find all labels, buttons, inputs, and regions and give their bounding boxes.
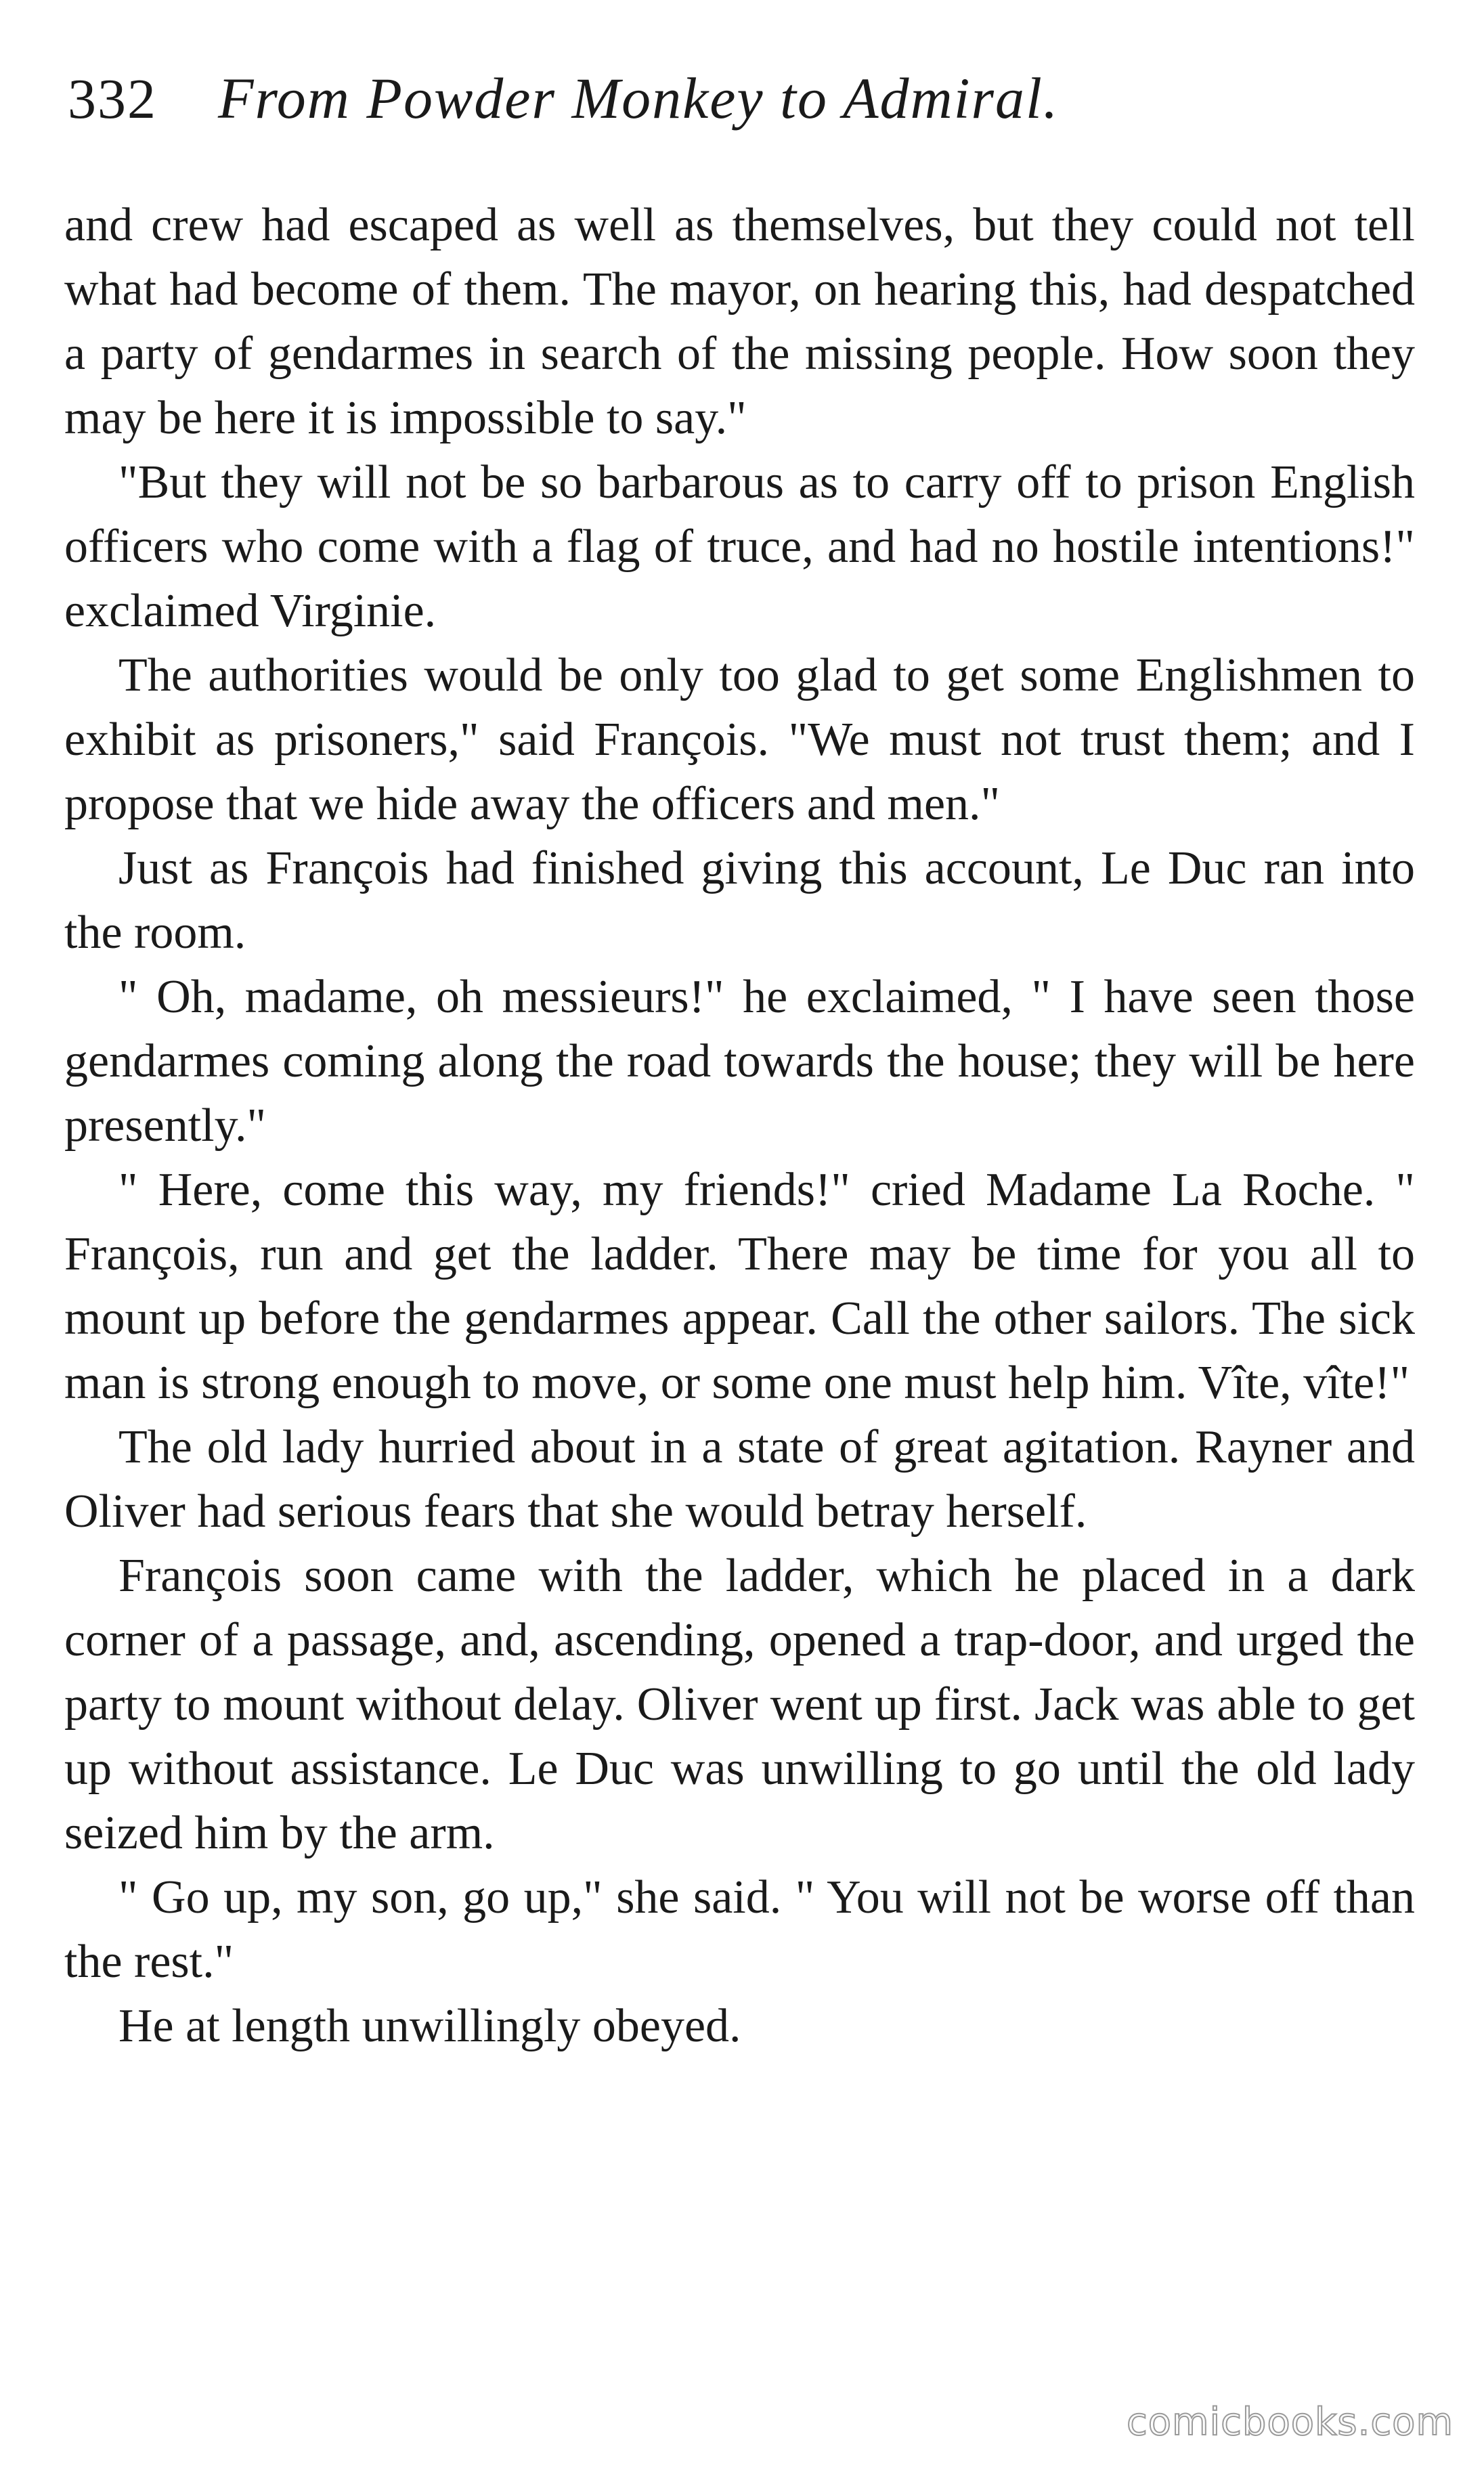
paragraph: He at length unwillingly obeyed. <box>118 2000 741 2052</box>
paragraph: " Here, come this way, my friends!" cried Madame La Roche. " François, run and get the ladder. There may be time for you all to mount up before the gendarmes appear. Call the other sailors. The sick man is strong enough to move, or some one must help him. Vîte, vîte!" <box>64 1164 1415 1409</box>
page-number: 332 <box>68 68 157 131</box>
paragraph: " Oh, madame, oh messieurs!" he exclaimed, " I have seen those gendarmes coming along the road towards the house; they will be here presently." <box>64 971 1415 1152</box>
paragraph: "But they will not be so barbarous as to carry off to prison English officers who come with a flag of truce, and had no hostile intentions!" exclaimed Virginie. <box>64 456 1415 637</box>
page-header <box>68 64 1415 146</box>
paragraph: and crew had escaped as well as themselves, but they could not tell what had become of them. The mayor, on hearing this, had despatched a party of gendarmes in search of the missing people. How soon they may be here it is impossible to say." <box>64 199 1415 444</box>
paragraph: The old lady hurried about in a state of great agitation. Rayner and Oliver had serious fears that she would betray herself. <box>64 1421 1415 1538</box>
paragraph: " Go up, my son, go up," she said. " You will not be worse off than the rest." <box>64 1871 1415 1988</box>
running-title: From Powder Monkey to Admiral. <box>218 66 1060 131</box>
paragraph: Just as François had finished giving this account, Le Duc ran into the room. <box>64 842 1415 959</box>
watermark: comicbooks.com <box>1126 2400 1454 2444</box>
paragraph: François soon came with the ladder, which he placed in a dark corner of a passage, and, ascending, opened a trap-door, and urged the party to mount without delay. Oliver went up first. Jack was able to get up without assistance. Le Duc was unwilling to go until the old lady seized him by the arm. <box>64 1550 1415 1859</box>
paragraph: The authorities would be only too glad to get some Englishmen to exhibit as prisoners," said François. "We must not trust them; and I propose that we hide away the officers and men." <box>64 649 1415 830</box>
body-text <box>64 193 1415 2058</box>
